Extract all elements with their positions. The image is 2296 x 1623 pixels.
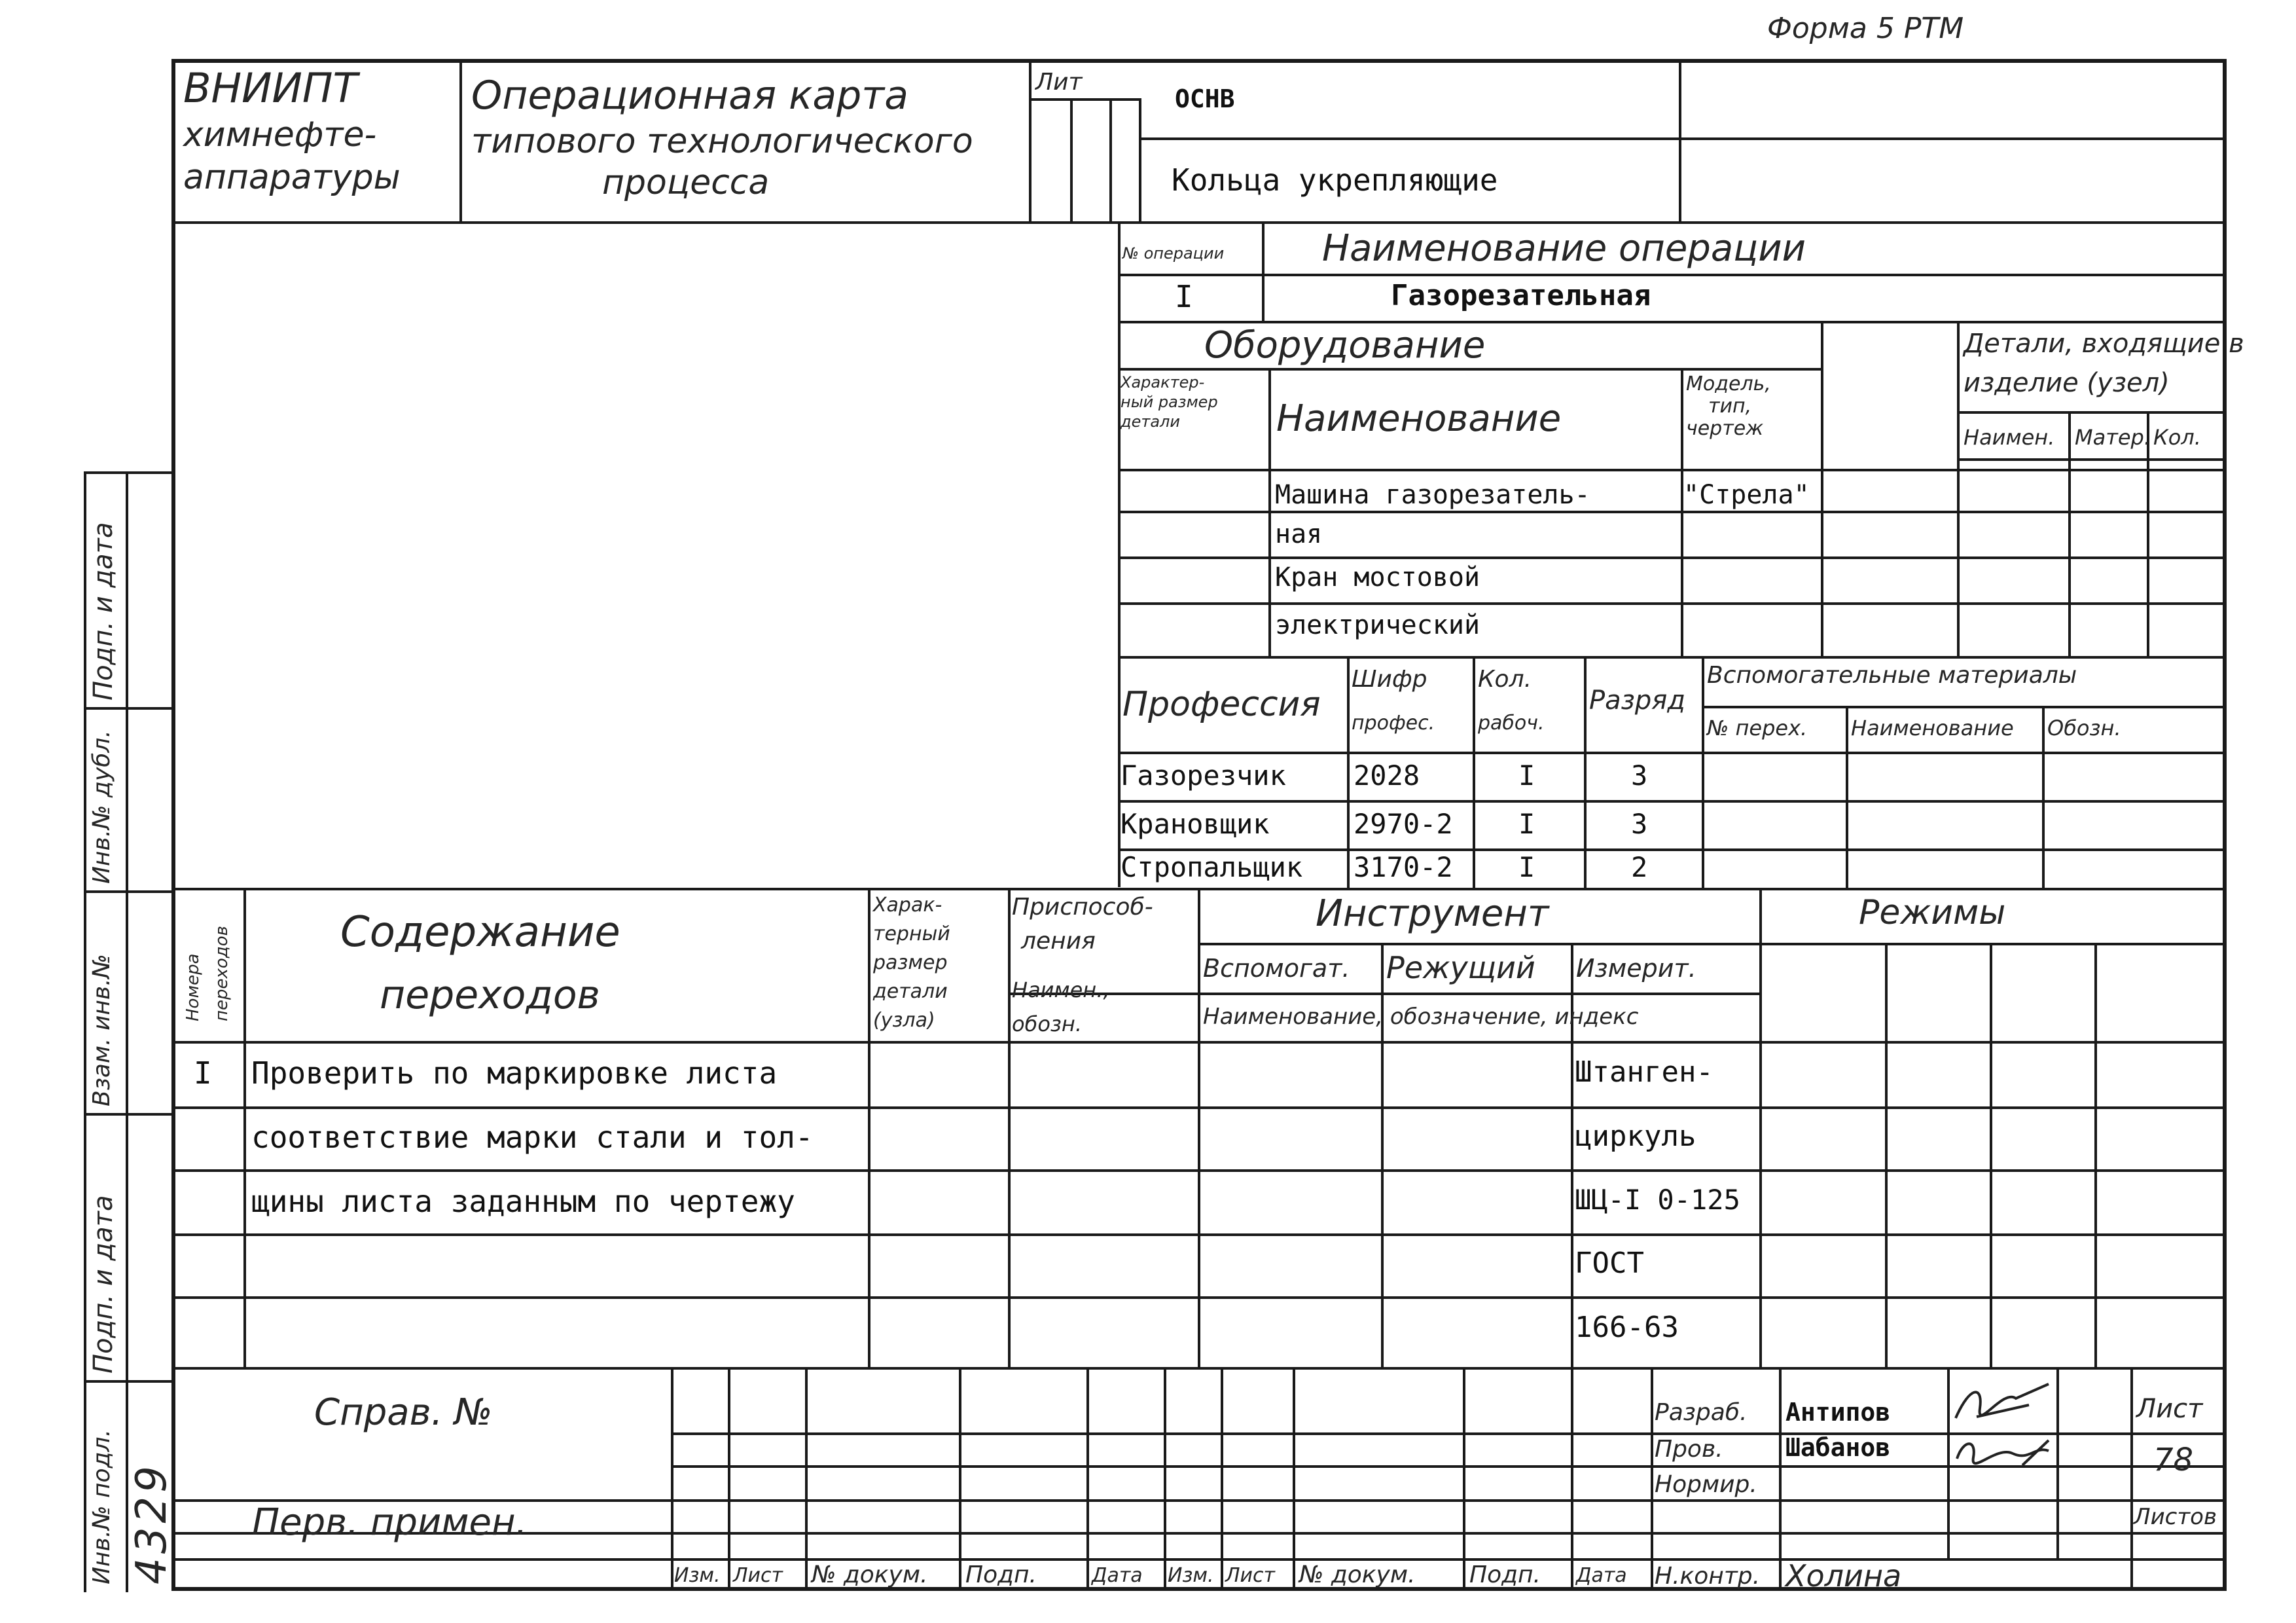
aux-materials-label: Вспомогательные материалы xyxy=(1707,662,2077,689)
step-number-label: переходов xyxy=(212,926,232,1021)
fixtures-column: ления xyxy=(1021,928,1096,955)
worker-count-column: Кол. xyxy=(1478,666,1532,693)
footer-column: Изм. xyxy=(1168,1564,1214,1587)
reference-label: Справ. № xyxy=(314,1391,493,1434)
developer-name: Антипов xyxy=(1785,1398,1891,1427)
divider xyxy=(1119,556,2225,559)
divider xyxy=(1164,1368,1166,1591)
footer-column: № докум. xyxy=(812,1561,928,1588)
first-use-label: Перв. примен. xyxy=(252,1501,528,1544)
step-number: I xyxy=(194,1055,212,1091)
aux-number-column: № перех. xyxy=(1707,716,1808,740)
side-label: Подп. и дата xyxy=(88,1195,118,1374)
divider xyxy=(1119,602,2225,605)
grade-column: Разряд xyxy=(1589,685,1686,716)
role-label: Разраб. xyxy=(1655,1399,1748,1426)
char-size-label: ный размер xyxy=(1121,393,1218,411)
divider xyxy=(84,471,86,1592)
divider xyxy=(1947,1368,1950,1558)
divider xyxy=(173,221,2225,224)
divider xyxy=(959,1368,961,1591)
tools-label: Инструмент xyxy=(1316,892,1549,935)
operation-name-label: Наименование операции xyxy=(1322,227,1806,270)
divider xyxy=(1119,368,1822,371)
document-title: Операционная карта xyxy=(471,73,908,119)
parts-name-column: Наимен. xyxy=(1964,425,2055,450)
divider xyxy=(2068,412,2071,656)
divider xyxy=(1268,369,1271,657)
divider xyxy=(1584,657,1587,888)
step-content-label: переходов xyxy=(380,972,600,1018)
profession-code-column: Шифр xyxy=(1352,666,1427,693)
fixtures-column: обозн. xyxy=(1012,1012,1082,1036)
char-size-column: размер xyxy=(873,951,948,974)
sheet-label: Лист xyxy=(2136,1394,2203,1424)
measuring-tool: 166-63 xyxy=(1575,1311,1679,1344)
parts-material-column: Матер. xyxy=(2075,425,2151,450)
model-label: Модель, xyxy=(1686,373,1771,395)
role-label: Н.контр. xyxy=(1655,1563,1761,1590)
divider xyxy=(1139,98,1141,221)
norm-controller-name: Холина xyxy=(1785,1558,1902,1594)
divider xyxy=(1119,752,2225,754)
char-size-column: (узла) xyxy=(873,1009,935,1032)
org-name: химнефте- xyxy=(183,115,377,155)
org-name: ВНИИПТ xyxy=(183,64,358,112)
divider xyxy=(173,1041,2225,1044)
equipment-name: Машина газорезатель- xyxy=(1275,480,1590,510)
operation-number-label: № операции xyxy=(1122,244,1225,263)
model-label: чертеж xyxy=(1686,417,1764,440)
divider xyxy=(1958,411,2225,414)
divider xyxy=(1473,657,1475,888)
divider xyxy=(1990,943,1992,1368)
worker-grade: 3 xyxy=(1631,759,1648,792)
divider xyxy=(1293,1368,1295,1591)
tools-subheader: Наименование, обозначение, индекс xyxy=(1203,1004,1639,1030)
fixtures-column: Приспособ- xyxy=(1012,894,1153,921)
parts-label: изделие (узел) xyxy=(1964,368,2170,398)
measuring-tool: ШЦ-I 0-125 xyxy=(1575,1184,1740,1216)
measuring-tool: Штанген- xyxy=(1575,1055,1713,1089)
divider xyxy=(1679,60,1681,221)
footer-column: Подп. xyxy=(965,1561,1037,1588)
footer-column: Изм. xyxy=(674,1564,721,1587)
divider xyxy=(1702,657,1704,888)
document-title: типового технологического xyxy=(471,122,973,161)
equipment-name: Кран мостовой xyxy=(1275,562,1480,593)
sheets-label: Листов xyxy=(2134,1504,2217,1530)
divider xyxy=(173,1106,2225,1109)
worker-code: 2028 xyxy=(1354,759,1420,792)
modes-label: Режимы xyxy=(1859,893,2006,932)
worker-profession: Газорезчик xyxy=(1121,759,1286,792)
worker-profession: Стропальщик xyxy=(1121,851,1303,883)
measuring-tool-column: Измерит. xyxy=(1576,954,1696,983)
worker-code: 2970-2 xyxy=(1354,808,1453,840)
divider xyxy=(1119,469,2225,471)
signature xyxy=(1950,1432,2055,1472)
divider xyxy=(1086,1368,1089,1591)
parts-label: Детали, входящие в xyxy=(1964,329,2244,359)
aux-code-column: Обозн. xyxy=(2047,716,2121,740)
divider xyxy=(84,1380,173,1383)
divider xyxy=(1109,98,1112,221)
form-mark: Форма 5 РТМ xyxy=(1767,12,1964,45)
cutting-tool-column: Режущий xyxy=(1386,950,1535,985)
divider xyxy=(1779,1368,1782,1591)
divider xyxy=(1571,1368,1573,1591)
divider xyxy=(1651,1368,1653,1591)
divider xyxy=(173,1558,2225,1561)
equipment-name-label: Наименование xyxy=(1276,397,1562,440)
divider xyxy=(84,890,173,893)
divider xyxy=(1463,1368,1465,1591)
side-label: Инв.№ подл. xyxy=(88,1429,115,1584)
divider xyxy=(1958,458,2225,461)
divider xyxy=(1119,321,2225,323)
divider xyxy=(1821,322,1823,657)
equipment-name: электрический xyxy=(1275,610,1480,640)
role-label: Нормир. xyxy=(1655,1471,1757,1498)
divider xyxy=(1070,98,1073,221)
char-size-column: детали xyxy=(873,980,948,1003)
parts-quantity-column: Кол. xyxy=(2153,425,2201,450)
divider xyxy=(1029,98,1140,101)
profession-code-column: профес. xyxy=(1352,712,1435,735)
measuring-tool: ГОСТ xyxy=(1575,1247,1644,1280)
divider xyxy=(1221,1368,1223,1591)
divider xyxy=(2056,1368,2059,1558)
profession-column: Профессия xyxy=(1122,685,1321,724)
equipment-label: Оборудование xyxy=(1204,324,1486,367)
char-size-label: детали xyxy=(1121,412,1180,431)
footer-column: Подп. xyxy=(1469,1561,1541,1588)
divider xyxy=(1846,707,1848,888)
signature xyxy=(1950,1379,2055,1431)
divider xyxy=(1029,60,1031,221)
divider xyxy=(1119,274,2225,276)
divider xyxy=(2130,1368,2133,1591)
divider xyxy=(173,1367,2225,1370)
divider xyxy=(805,1368,808,1591)
divider xyxy=(84,707,173,710)
lit-label: Лит xyxy=(1035,69,1083,96)
divider xyxy=(1119,656,2225,659)
document-code: ОСНВ xyxy=(1175,84,1235,113)
document-title: процесса xyxy=(602,163,770,202)
role-label: Пров. xyxy=(1655,1436,1723,1463)
measuring-tool: циркуль xyxy=(1575,1120,1696,1153)
inventory-number: 4329 xyxy=(128,1462,176,1584)
divider xyxy=(1199,943,2225,945)
step-content: Проверить по маркировке листа xyxy=(251,1055,778,1091)
divider xyxy=(84,1113,173,1116)
footer-column: № докум. xyxy=(1299,1561,1416,1588)
worker-count: I xyxy=(1518,851,1535,883)
sheet-number: 78 xyxy=(2153,1442,2194,1478)
divider xyxy=(728,1368,730,1591)
worker-count-column: рабоч. xyxy=(1478,712,1545,735)
model-label: тип, xyxy=(1708,395,1752,418)
char-size-column: терный xyxy=(873,922,950,945)
divider xyxy=(173,1169,2225,1172)
divider xyxy=(2042,707,2045,888)
worker-count: I xyxy=(1518,759,1535,792)
step-number-label: Номера xyxy=(183,953,203,1021)
char-size-label: Характер- xyxy=(1121,373,1205,392)
divider xyxy=(1957,322,1960,656)
footer-column: Лист xyxy=(733,1564,783,1587)
side-label: Инв.№ дубл. xyxy=(88,730,115,884)
divider xyxy=(1703,706,2225,708)
checker-name: Шабанов xyxy=(1785,1433,1891,1462)
equipment-name: ная xyxy=(1275,519,1323,549)
divider xyxy=(459,60,462,221)
footer-column: Дата xyxy=(1092,1564,1143,1587)
divider xyxy=(1347,657,1350,888)
part-name: Кольца укрепляющие xyxy=(1172,162,1498,198)
divider xyxy=(1140,137,2225,140)
footer-column: Лист xyxy=(1225,1564,1276,1587)
divider xyxy=(671,1368,673,1591)
divider xyxy=(1681,369,1683,657)
side-label: Подп. и дата xyxy=(88,522,118,701)
side-label: Взам. инв.№ xyxy=(88,954,115,1106)
fixtures-column: Наимен., xyxy=(1012,977,1110,1002)
org-name: аппаратуры xyxy=(183,158,401,197)
divider xyxy=(1119,800,2225,803)
divider xyxy=(1119,511,2225,513)
equipment-model: "Стрела" xyxy=(1683,480,1810,510)
divider xyxy=(84,471,173,474)
divider xyxy=(173,1296,2225,1299)
divider xyxy=(173,1233,2225,1236)
footer-column: Дата xyxy=(1576,1564,1627,1587)
divider xyxy=(2094,943,2097,1368)
operation-name: Газорезательная xyxy=(1391,279,1651,312)
divider xyxy=(1885,943,1888,1368)
worker-grade: 3 xyxy=(1631,808,1648,840)
worker-grade: 2 xyxy=(1631,851,1648,883)
worker-count: I xyxy=(1518,808,1535,840)
worker-code: 3170-2 xyxy=(1354,851,1453,883)
step-content-label: Содержание xyxy=(340,908,620,957)
divider xyxy=(1009,993,1759,995)
operation-number: I xyxy=(1175,279,1193,314)
step-content: щины листа заданным по чертежу xyxy=(251,1184,795,1219)
divider xyxy=(1262,223,1265,321)
step-content: соответствие марки стали и тол- xyxy=(251,1120,814,1155)
divider xyxy=(126,471,128,1592)
worker-profession: Крановщик xyxy=(1121,808,1270,840)
aux-tool-column: Вспомогат. xyxy=(1203,954,1350,983)
aux-name-column: Наименование xyxy=(1851,716,2014,740)
char-size-column: Харак- xyxy=(873,894,942,917)
